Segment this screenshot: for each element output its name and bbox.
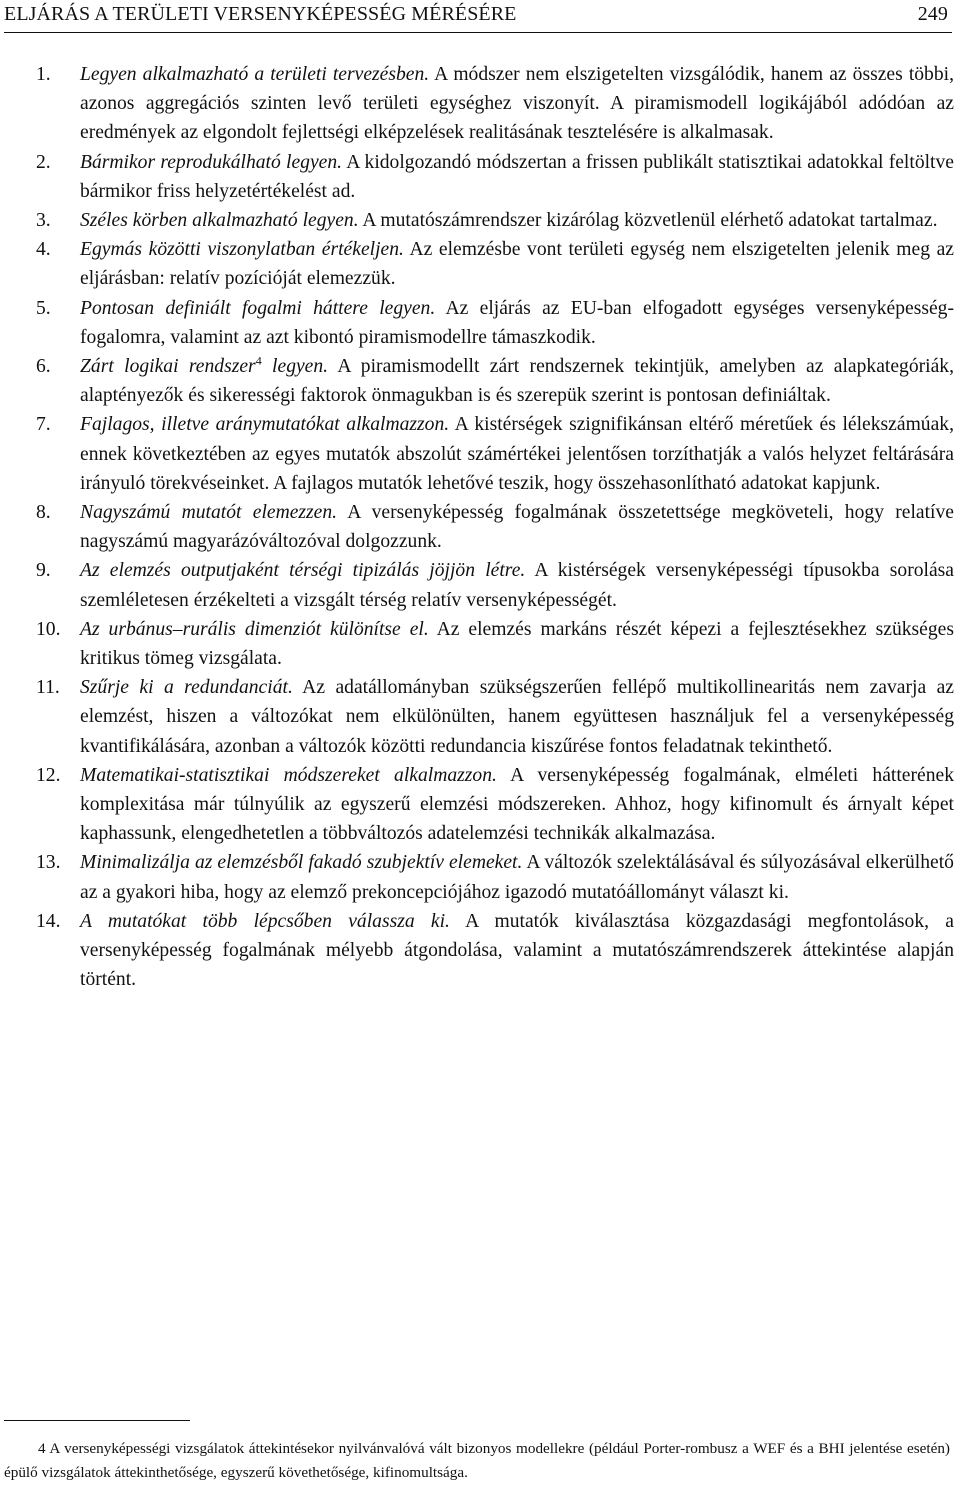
item-title bbox=[80, 298, 435, 319]
item-number: 13. bbox=[36, 852, 61, 874]
item-title-text: Az elemzés outputjaként térségi tipizálás jöjjön létre. bbox=[80, 560, 526, 582]
item-title bbox=[80, 560, 525, 581]
list-item bbox=[36, 206, 954, 235]
item-text: A kistérségek szignifikánsan eltérő méretűek és lélekszámúak, ennek következtében az egyes mutatók abszolút számértékei jelentősen torzíthatják a valós helyzet feltárására irányuló törekvéseinket. A fajlagos mutatók lehetővé teszik, hogy összehasonlítható adatokat kapjunk. bbox=[80, 414, 954, 494]
item-title-text: Bármikor reprodukálható legyen. bbox=[80, 151, 343, 173]
item-text: A mutatószámrendszer kizárólag közvetlenül elérhető adatokat tartalmaz. bbox=[358, 210, 938, 232]
item-title-text: Az urbánus–rurális dimenziót különítse el. bbox=[80, 618, 429, 640]
item-body bbox=[80, 148, 954, 206]
item-title bbox=[80, 852, 522, 873]
running-title: ELJÁRÁS A TERÜLETI VERSENYKÉPESSÉG MÉRÉSÉRE bbox=[4, 3, 517, 25]
item-title bbox=[80, 210, 359, 231]
item-title bbox=[80, 64, 429, 85]
item-title-tail: legyen. bbox=[261, 356, 329, 378]
item-title bbox=[80, 765, 497, 786]
item-text: A módszer nem elszigetelten vizsgálódik, hanem az összes többi, azonos aggregációs szinten levő területi egységhez viszonyít. A piramismodell logikájából adódóan az eredmények az elgondolt fejlettségi elképzelések realitásának tesztelésére is alkalmasak. bbox=[80, 64, 954, 144]
item-number: 7. bbox=[36, 414, 51, 436]
item-number: 10. bbox=[36, 618, 61, 640]
item-title-text: Szűrje ki a redundanciát. bbox=[80, 677, 293, 699]
item-number: 14. bbox=[36, 910, 61, 932]
item-title bbox=[80, 911, 450, 932]
list-item bbox=[36, 352, 954, 410]
item-number: 8. bbox=[36, 502, 51, 524]
item-title bbox=[80, 353, 329, 378]
item-body bbox=[80, 615, 954, 673]
item-text: A kidolgozandó módszertan a frissen publikált statisztikai adatokkal feltöltve bármikor friss helyzetértékelést ad. bbox=[80, 151, 954, 202]
item-text: Az adatállományban szükségszerűen fellépő multikollinearitás nem zavarja az elemzést, hiszen a változókat nem elkülönülten, hanem együttesen használjuk fel a versenyképesség kvantifikálására, azonban a változók közötti redundancia kiszűrése fontos feladatnak tekinthető. bbox=[80, 677, 954, 757]
item-text: A piramismodellt zárt rendszernek tekintjük, amelyben az alapkategóriák, alaptényezők és sikerességi faktorok önmagukban is és szerepük szerint is pontosan definiáltak. bbox=[80, 356, 954, 407]
criteria-list bbox=[36, 60, 954, 995]
item-text: A versenyképesség fogalmának összetettsége megköveteli, hogy relatíve nagyszámú magyarázóváltozóval dolgozzunk. bbox=[80, 502, 954, 553]
item-title-text: Egymás közötti viszonylatban értékeljen. bbox=[80, 239, 404, 261]
item-title bbox=[80, 152, 342, 173]
item-body bbox=[80, 410, 954, 498]
item-title-text: A mutatókat több lépcsőben válassza ki. bbox=[80, 910, 450, 932]
item-title-text: Nagyszámú mutatót elemezzen. bbox=[80, 502, 338, 524]
item-title bbox=[80, 414, 449, 435]
item-number: 9. bbox=[36, 560, 51, 582]
item-title bbox=[80, 619, 429, 640]
list-item bbox=[36, 498, 954, 556]
footnote bbox=[4, 1437, 950, 1485]
item-body bbox=[80, 498, 954, 556]
item-number: 5. bbox=[36, 297, 51, 319]
running-header bbox=[4, 2, 952, 33]
item-text: Az eljárás az EU-ban elfogadott egységes versenyképesség-fogalomra, valamint az azt kibontó piramismodellre támaszkodik. bbox=[80, 297, 954, 348]
item-body bbox=[80, 206, 954, 235]
list-item bbox=[36, 235, 954, 293]
item-body bbox=[80, 352, 954, 410]
item-number: 12. bbox=[36, 764, 61, 786]
list-item bbox=[36, 410, 954, 498]
list-item bbox=[36, 761, 954, 849]
item-body bbox=[80, 60, 954, 148]
item-title-text: Pontosan definiált fogalmi háttere legyen. bbox=[80, 297, 436, 319]
item-title bbox=[80, 677, 293, 698]
item-number: 2. bbox=[36, 151, 51, 173]
item-body bbox=[80, 294, 954, 352]
item-title-text: Minimalizálja az elemzésből fakadó szubjektív elemeket. bbox=[80, 852, 523, 874]
item-title-text: Fajlagos, illetve aránymutatókat alkalmazzon. bbox=[80, 414, 450, 436]
item-number: 6. bbox=[36, 356, 51, 378]
list-item bbox=[36, 556, 954, 614]
item-body bbox=[80, 907, 954, 995]
item-title-text: Széles körben alkalmazható legyen. bbox=[80, 210, 359, 232]
list-item bbox=[36, 60, 954, 148]
item-number: 4. bbox=[36, 239, 51, 261]
item-text: A változók szelektálásával és súlyozásával elkerülhető az a gyakori hiba, hogy az elemző prekoncepciójához igazodó mutatóállományt választ ki. bbox=[80, 852, 954, 903]
item-number: 11. bbox=[36, 677, 60, 699]
item-body bbox=[80, 673, 954, 761]
page-number: 249 bbox=[917, 3, 948, 25]
item-title bbox=[80, 502, 337, 523]
list-item bbox=[36, 294, 954, 352]
footnote-mark: 4 bbox=[38, 1440, 46, 1457]
footnote-separator bbox=[4, 1420, 190, 1421]
item-text: A versenyképesség fogalmának, elméleti hátterének komplexitása már túlnyúlik az egyszerű elemzési módszereken. Ahhoz, hogy kifinomult és árnyalt képet kaphassunk, elengedhetetlen a többváltozós adatelemzési technikák alkalmazása. bbox=[80, 764, 954, 845]
item-body bbox=[80, 235, 954, 293]
footnote-text: A versenyképességi vizsgálatok áttekintésekor nyilvánvalóvá vált bizonyos modellekre (például Porter-rombusz a WEF és a BHI jelentése esetén) épülő vizsgálatok áttekinthetősége, egyszerű követhetősége, kifinomultsága. bbox=[4, 1440, 950, 1481]
list-item bbox=[36, 673, 954, 761]
item-title-text: Legyen alkalmazható a területi tervezésben. bbox=[80, 64, 430, 85]
item-number: 3. bbox=[36, 210, 51, 232]
footnote-ref: 4 bbox=[255, 353, 262, 368]
item-text: Az elemzésbe vont területi egység nem elszigetelten jelenik meg az eljárásban: relatív pozícióját elemezzük. bbox=[80, 239, 954, 290]
item-title-text: Matematikai-statisztikai módszereket alkalmazzon. bbox=[80, 764, 497, 786]
item-body bbox=[80, 761, 954, 849]
list-item bbox=[36, 848, 954, 906]
item-body bbox=[80, 556, 954, 614]
item-text: A mutatók kiválasztása közgazdasági megfontolások, a versenyképesség fogalmának mélyebb átgondolása, valamint a mutatószámrendszerek áttekintése alapján történt. bbox=[80, 910, 954, 991]
item-title-text: Zárt logikai rendszer bbox=[80, 356, 256, 378]
item-body bbox=[80, 848, 954, 906]
list-item bbox=[36, 148, 954, 206]
item-number: 1. bbox=[36, 64, 51, 85]
item-text: Az elemzés markáns részét képezi a fejlesztésekhez szükséges kritikus tömeg vizsgálata. bbox=[80, 618, 954, 670]
list-item bbox=[36, 615, 954, 673]
list-item bbox=[36, 907, 954, 995]
item-title bbox=[80, 239, 404, 260]
item-text: A kistérségek versenyképességi típusokba sorolása szemléletesen érzékelteti a vizsgált térség relatív versenyképességét. bbox=[80, 560, 954, 611]
